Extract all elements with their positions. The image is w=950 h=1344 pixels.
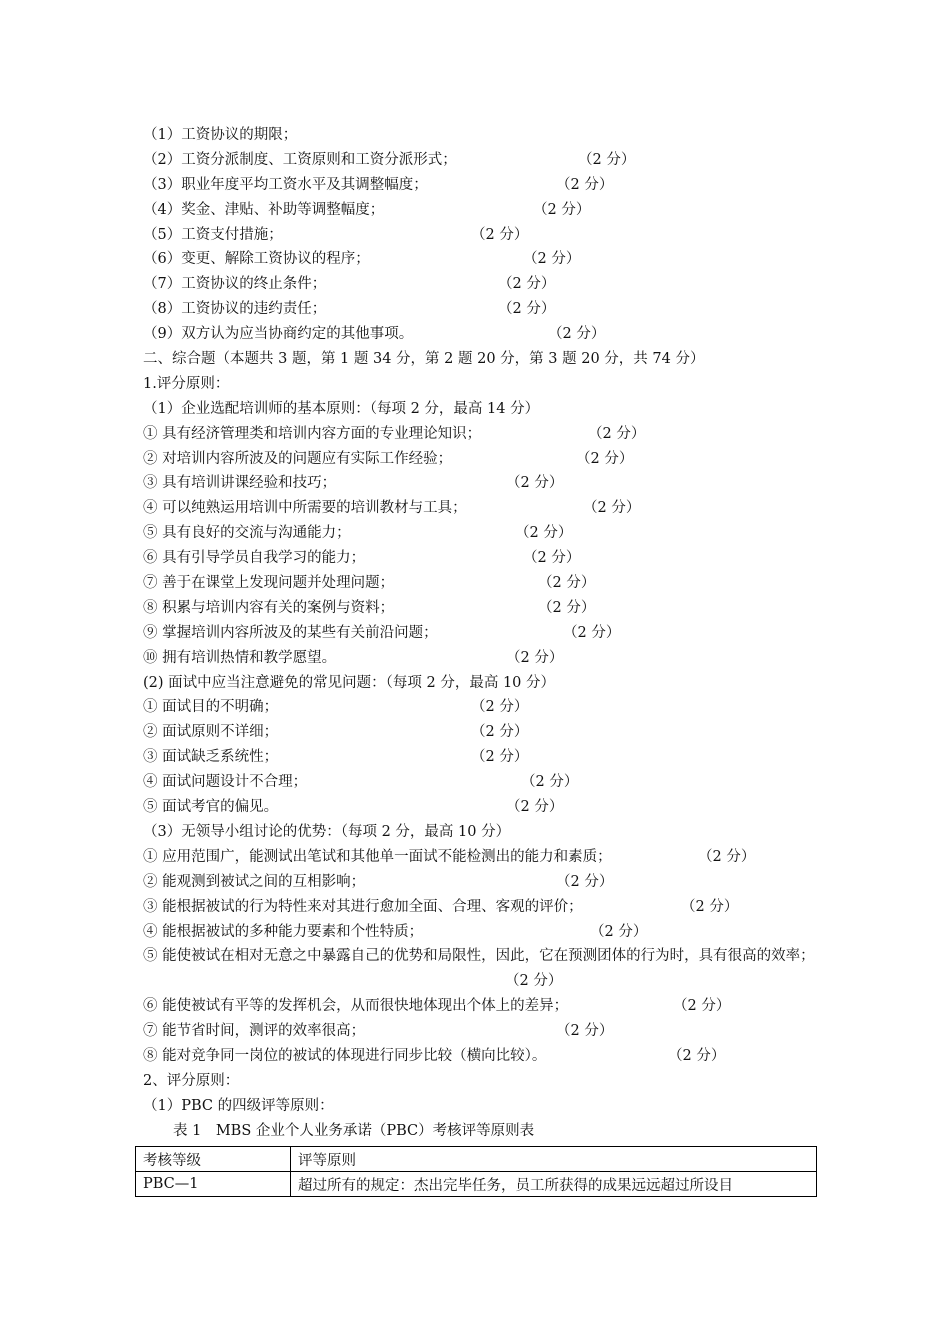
item-text: ⑤ 具有良好的交流与沟通能力； — [143, 525, 351, 542]
item-points: （2 分） — [673, 998, 731, 1015]
item-points: （2 分） — [698, 848, 756, 865]
item-points: （2 分） — [556, 176, 614, 193]
list-item — [143, 795, 823, 820]
list-item — [143, 596, 823, 621]
caption-text: 表 1 MBS 企业个人业务承诺（PBC）考核评等原则表 — [173, 1122, 535, 1139]
table-caption — [143, 1119, 823, 1144]
item-points: （2 分） — [576, 450, 634, 467]
item-points: （2 分） — [548, 326, 606, 343]
list-item — [143, 546, 823, 571]
item-points: （2 分） — [505, 973, 563, 990]
item-text: ③ 面试缺乏系统性； — [143, 749, 279, 766]
item-points: （2 分） — [523, 550, 581, 567]
table-header-row — [136, 1147, 817, 1172]
item-points: （2 分） — [588, 425, 646, 442]
list-item — [143, 845, 823, 870]
table-row — [136, 1172, 817, 1197]
subsection-heading — [143, 671, 823, 696]
list-item — [143, 695, 823, 720]
list-item — [143, 247, 823, 272]
item-text: ① 具有经济管理类和培训内容方面的专业理论知识； — [143, 425, 482, 442]
item-text: ② 面试原则不详细； — [143, 724, 279, 741]
item-text: ⑦ 能节省时间，测评的效率很高； — [143, 1023, 366, 1040]
subsection-heading — [143, 820, 823, 845]
heading-text: 二、综合题（本题共 3 题，第 1 题 34 分，第 2 题 20 分，第 3 题 20 分，共 74 分） — [143, 351, 705, 368]
list-item — [143, 223, 823, 248]
heading-text: 1.评分原则： — [143, 375, 230, 392]
list-item — [143, 646, 823, 671]
item-text: ⑨ 掌握培训内容所波及的某些有关前沿问题； — [143, 624, 438, 641]
item-text: （7）工资协议的终止条件； — [143, 276, 327, 293]
item-text: （6）变更、解除工资协议的程序； — [143, 251, 370, 268]
document-body — [143, 123, 823, 1144]
list-item — [143, 297, 823, 322]
item-points: （2 分） — [515, 525, 573, 542]
list-item — [143, 745, 823, 770]
list-item — [143, 148, 823, 173]
item-points: （2 分） — [533, 201, 591, 218]
item-points: （2 分） — [471, 749, 529, 766]
item-text: （4）奖金、津贴、补助等调整幅度； — [143, 201, 385, 218]
item-text: ⑧ 能对竞争同一岗位的被试的体现进行同步比较（横向比较）。 — [143, 1047, 547, 1064]
list-item — [143, 521, 823, 546]
heading-text: 2、评分原则： — [143, 1072, 240, 1089]
list-item — [143, 1044, 823, 1069]
list-item — [143, 1019, 823, 1044]
list-item — [143, 471, 823, 496]
section-heading — [143, 1069, 823, 1094]
item-points: （2 分） — [668, 1047, 726, 1064]
item-points: （2 分） — [521, 774, 579, 791]
item-text: （9）双方认为应当协商约定的其他事项。 — [143, 326, 414, 343]
subsection-heading — [143, 397, 823, 422]
header-cell-grade: 考核等级 — [136, 1147, 291, 1172]
item-text: ⑩ 拥有培训热情和教学愿望。 — [143, 649, 337, 666]
item-text: （1）工资协议的期限； — [143, 127, 298, 143]
item-text: ① 面试目的不明确； — [143, 699, 279, 716]
list-item — [143, 944, 823, 994]
item-points: （2 分） — [471, 724, 529, 741]
item-text: ⑦ 善于在课堂上发现问题并处理问题； — [143, 575, 395, 592]
item-points: （2 分） — [506, 475, 564, 492]
item-text: ⑥ 具有引导学员自我学习的能力； — [143, 550, 366, 567]
list-item — [143, 496, 823, 521]
item-points: （2 分） — [681, 898, 739, 915]
item-points: （2 分） — [563, 624, 621, 641]
item-text: （5）工资支付措施； — [143, 226, 283, 243]
item-text: ② 对培训内容所波及的问题应有实际工作经验； — [143, 450, 453, 467]
item-points: （2 分） — [538, 575, 596, 592]
item-points: （2 分） — [578, 151, 636, 168]
section-heading — [143, 347, 823, 372]
item-points: （2 分） — [498, 276, 556, 293]
item-text: ① 应用范围广，能测试出笔试和其他单一面试不能检测出的能力和素质； — [143, 848, 612, 865]
item-points: （2 分） — [583, 500, 641, 517]
list-item — [143, 447, 823, 472]
table-cell: 超过所有的规定：杰出完毕任务，员工所获得的成果远远超过所设目 — [291, 1172, 817, 1197]
list-item — [143, 870, 823, 895]
item-text: （8）工资协议的违约责任； — [143, 301, 327, 318]
list-item — [143, 173, 823, 198]
heading-text: （1）PBC 的四级评等原则： — [143, 1097, 334, 1114]
list-item — [143, 123, 823, 148]
item-points: （2 分） — [498, 301, 556, 318]
item-text: ⑥ 能使被试有平等的发挥机会，从而很快地体现出个体上的差异； — [143, 998, 569, 1015]
list-item — [143, 720, 823, 745]
item-text: ⑤ 能使被试在相对无意之中暴露自己的优势和局限性，因此，它在预测团体的行为时，具有很高的效率； — [143, 948, 815, 965]
item-points: （2 分） — [556, 1023, 614, 1040]
item-text: ③ 能根据被试的行为特性来对其进行愈加全面、合理、客观的评价； — [143, 898, 583, 915]
item-text: ④ 能根据被试的多种能力要素和个性特质； — [143, 923, 424, 940]
item-text: （3）职业年度平均工资水平及其调整幅度； — [143, 176, 428, 193]
list-item — [143, 198, 823, 223]
list-item — [143, 895, 823, 920]
item-points: （2 分） — [506, 799, 564, 816]
item-text: ② 能观测到被试之间的互相影响； — [143, 873, 366, 890]
heading-text: （3）无领导小组讨论的优势：（每项 2 分，最高 10 分） — [143, 823, 511, 840]
list-item — [143, 322, 823, 347]
list-item — [143, 571, 823, 596]
list-item — [143, 920, 823, 945]
item-points: （2 分） — [471, 699, 529, 716]
section-heading — [143, 372, 823, 397]
table-cell: PBC—1 — [136, 1172, 291, 1197]
list-item — [143, 272, 823, 297]
list-item — [143, 621, 823, 646]
item-text: ④ 可以纯熟运用培训中所需要的培训教材与工具； — [143, 500, 467, 517]
list-item — [143, 770, 823, 795]
item-points: （2 分） — [471, 226, 529, 243]
item-text: ④ 面试问题设计不合理； — [143, 774, 308, 791]
pbc-rules-table — [135, 1146, 817, 1197]
item-text: ⑤ 面试考官的偏见。 — [143, 799, 279, 816]
list-item — [143, 422, 823, 447]
item-points: （2 分） — [538, 599, 596, 616]
item-points: （2 分） — [523, 251, 581, 268]
header-cell-principle: 评等原则 — [291, 1147, 817, 1172]
item-points: （2 分） — [506, 649, 564, 666]
subsection-heading — [143, 1094, 823, 1119]
item-points: （2 分） — [556, 873, 614, 890]
item-text: （2）工资分派制度、工资原则和工资分派形式； — [143, 151, 457, 168]
item-points: （2 分） — [590, 923, 648, 940]
heading-text: (2) 面试中应当注意避免的常见问题：（每项 2 分，最高 10 分） — [143, 674, 556, 691]
list-item — [143, 994, 823, 1019]
heading-text: （1）企业选配培训师的基本原则：（每项 2 分，最高 14 分） — [143, 400, 540, 417]
item-text: ⑧ 积累与培训内容有关的案例与资料； — [143, 599, 395, 616]
item-text: ③ 具有培训讲课经验和技巧； — [143, 475, 337, 492]
